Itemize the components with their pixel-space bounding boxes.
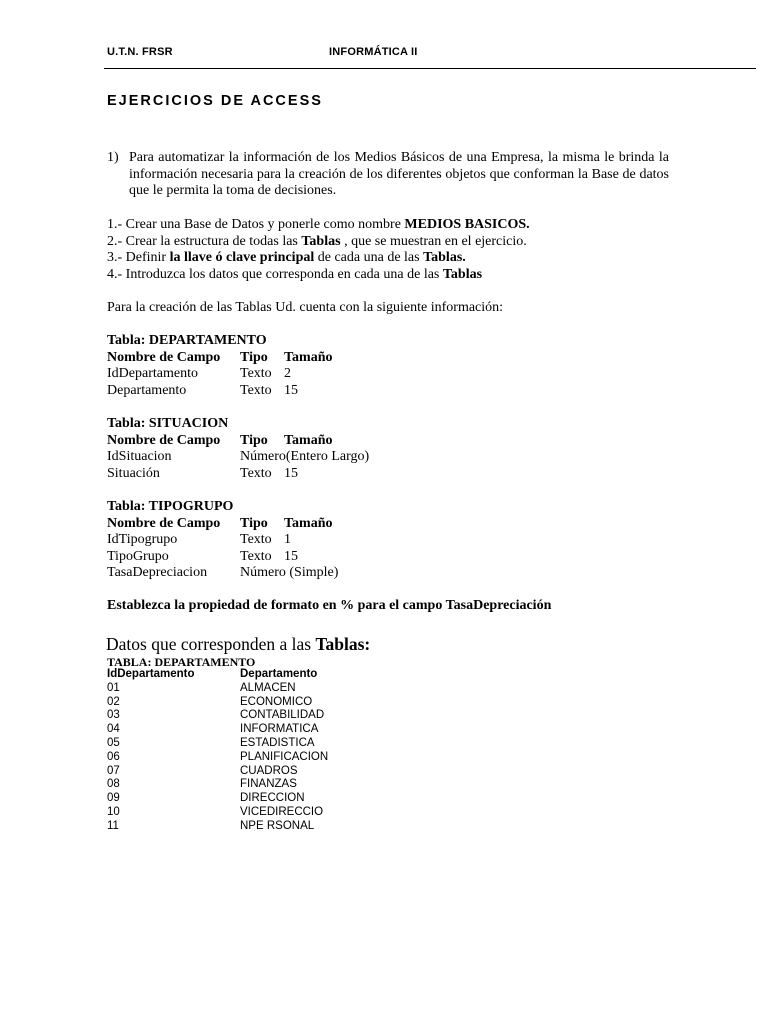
step-2: 2.- Crear la estructura de todas las Tablas , que se muestran en el ejercicio. [107,233,527,249]
table-title: Tabla: DEPARTAMENTO [107,333,267,348]
departamento-data-table [107,668,407,834]
header-institution: U.T.N. FRSR [107,46,173,58]
column-headers: Nombre de Campo Tipo Tamaño [107,432,333,448]
table-row: 11 NPE RSONAL [107,819,315,832]
table-title: Tabla: TIPOGRUPO [107,499,234,514]
table-row: 06 PLANIFICACION [107,750,329,763]
column-headers: Nombre de Campo Tipo Tamaño [107,349,333,365]
table-row: 02 ECONOMICO [107,695,313,708]
table-tipogrupo-spec [107,499,467,582]
data-section-title: Datos que corresponden a las Tablas: [106,634,371,654]
table-row: 07 CUADROS [107,764,298,777]
table-row: Departamento Texto 15 [107,382,298,398]
header-course: INFORMÁTICA II [329,46,418,58]
data-table-title: TABLA: DEPARTAMENTO [107,655,256,669]
table-row: 10 VICEDIRECCIO [107,805,324,818]
table-title: Tabla: SITUACION [107,416,229,431]
table-row: TasaDepreciacion Número (Simple) [107,565,339,580]
table-situacion-spec [107,416,467,482]
data-table-header: IdDepartamento Departamento [107,668,318,680]
table-row: 01 ALMACEN [107,681,296,694]
page-title: EJERCICIOS DE ACCESS [107,93,323,109]
header-rule [104,68,756,69]
column-headers: Nombre de Campo Tipo Tamaño [107,515,333,531]
table-row: IdDepartamento Texto 2 [107,366,291,381]
table-row: IdSituacion Número(Entero Largo) [107,449,370,464]
intro-text: Para automatizar la información de los Medios Básicos de una Empresa, la misma le brinda la información necesaria para la creación de los diferentes objetos que conforman la Base de datos que le permita la toma de decisiones. [129,150,669,198]
intro-number: 1) [107,150,119,165]
table-row: 05 ESTADISTICA [107,736,315,749]
step-4: 4.- Introduzca los datos que corresponda en cada una de las Tablas [107,266,483,282]
format-note: Establezca la propiedad de formato en % para el campo TasaDepreciación [107,598,552,613]
table-row: 08 FINANZAS [107,778,297,791]
table-row: 09 DIRECCION [107,792,305,805]
step-3: 3.- Definir la llave ó clave principal de cada una de las Tablas. [107,250,466,265]
table-row: TipoGrupo Texto 15 [107,548,298,564]
table-departamento-spec [107,333,467,399]
info-paragraph: Para la creación de las Tablas Ud. cuenta con la siguiente información: [107,300,504,315]
table-row: 03 CONTABILIDAD [107,709,325,722]
table-row: IdTipogrupo Texto 1 [107,532,291,547]
steps-list [107,217,667,283]
step-1: 1.- Crear una Base de Datos y ponerle como nombre MEDIOS BASICOS. [107,217,530,232]
table-row: Situación Texto 15 [107,465,298,481]
table-row: 04 INFORMATICA [107,723,319,736]
